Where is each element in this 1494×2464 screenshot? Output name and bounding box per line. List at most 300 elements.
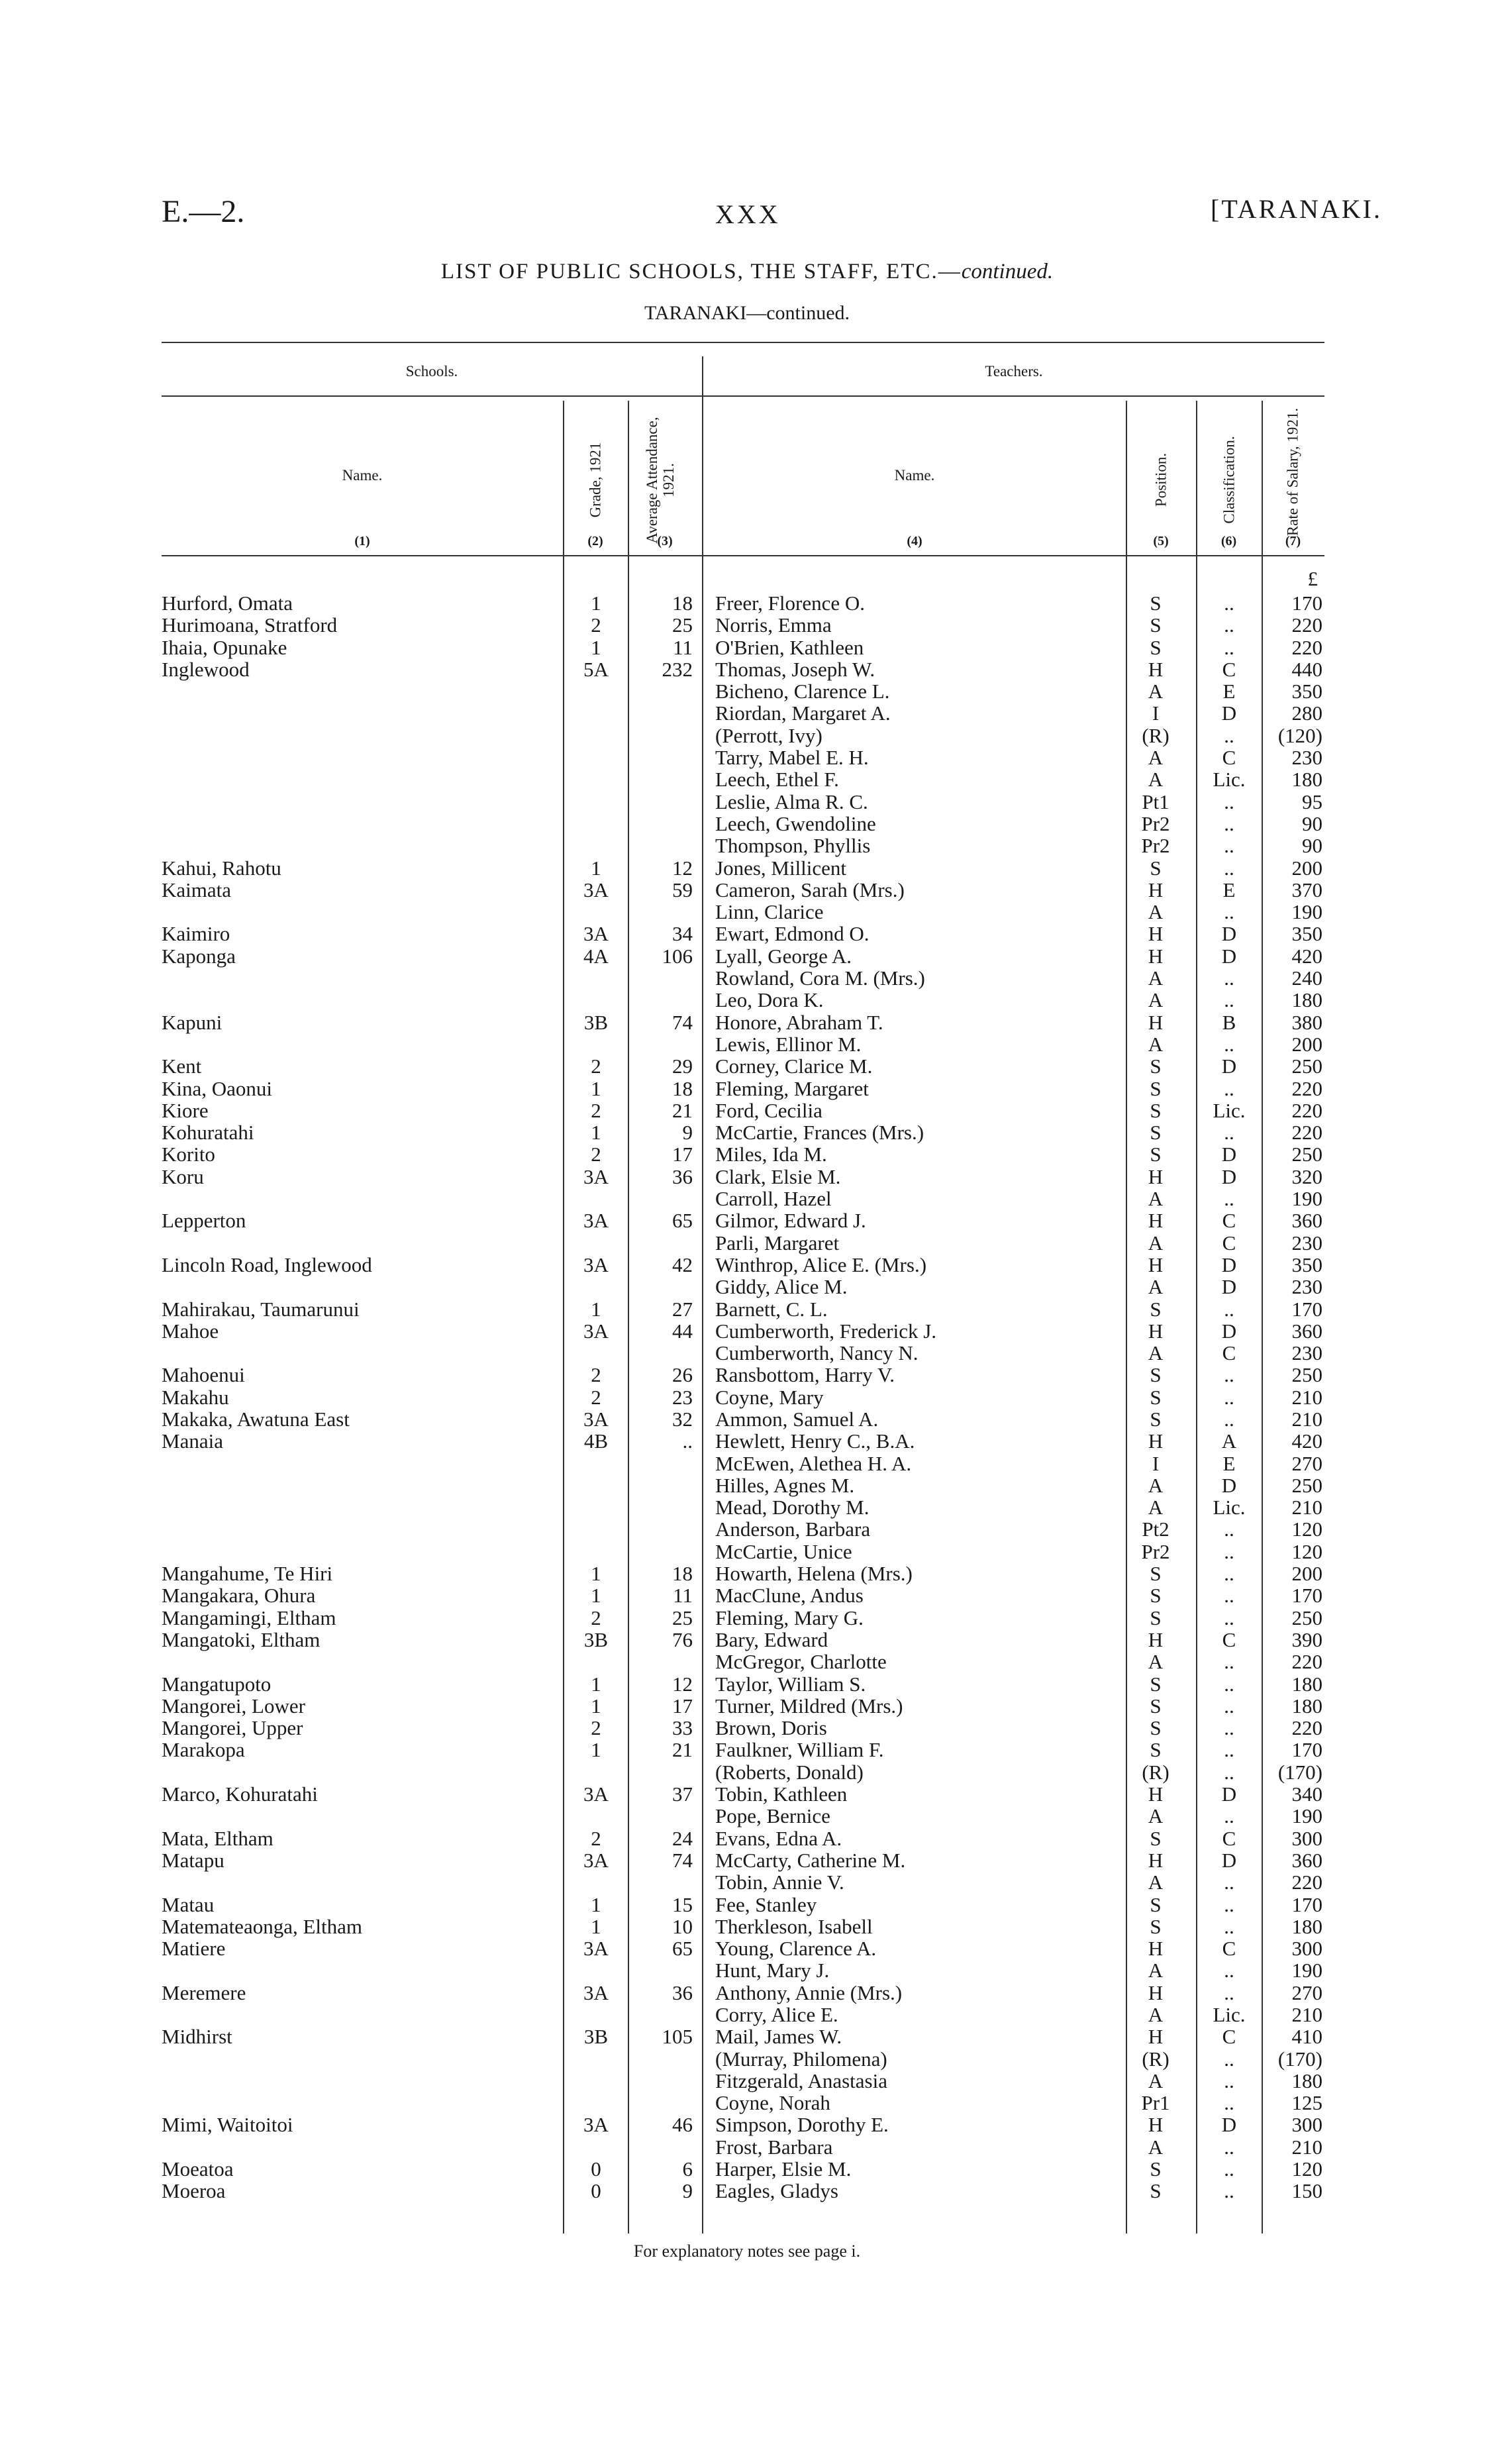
attendance-cell: 9 bbox=[682, 1121, 693, 1145]
attendance-cell: 105 bbox=[662, 2025, 693, 2049]
classification-cell: C bbox=[1222, 1826, 1236, 1850]
table-row bbox=[0, 1651, 1494, 1672]
school-name: Mangakara, Ohura bbox=[162, 1584, 316, 1608]
table-row bbox=[0, 637, 1494, 658]
teacher-name: Therkleson, Isabell bbox=[715, 1914, 873, 1938]
teacher-name: Hewlett, Henry C., B.A. bbox=[715, 1429, 915, 1453]
teacher-name: Brown, Doris bbox=[715, 1716, 827, 1740]
attendance-cell: 17 bbox=[672, 1694, 693, 1718]
table-row bbox=[0, 945, 1494, 967]
table-row bbox=[0, 1386, 1494, 1408]
position-cell: H bbox=[1148, 944, 1164, 968]
grade-cell: 3A bbox=[583, 878, 609, 901]
attendance-cell: 74 bbox=[672, 1010, 693, 1034]
school-name: Mahoe bbox=[162, 1319, 219, 1343]
column-number-6: (6) bbox=[1220, 534, 1237, 548]
salary-cell: 250 bbox=[1291, 1054, 1322, 1078]
table-row bbox=[0, 1166, 1494, 1188]
table-row bbox=[0, 1298, 1494, 1320]
position-cell: A bbox=[1148, 1187, 1164, 1211]
salary-cell: 420 bbox=[1291, 944, 1322, 968]
teacher-name: Tarry, Mabel E. H. bbox=[715, 746, 869, 770]
salary-cell: (120) bbox=[1277, 723, 1322, 747]
attendance-cell: 15 bbox=[672, 1892, 693, 1916]
teachers-group-header: Teachers. bbox=[985, 363, 1043, 380]
teacher-name: Norris, Emma bbox=[715, 613, 832, 637]
school-name: Mangatoki, Eltham bbox=[162, 1627, 321, 1651]
table-row bbox=[0, 967, 1494, 989]
school-name: Mangorei, Lower bbox=[162, 1694, 305, 1718]
grade-cell: 2 bbox=[591, 1054, 601, 1078]
school-name: Kaimiro bbox=[162, 922, 230, 946]
grade-cell: 3B bbox=[583, 1010, 609, 1034]
teacher-name: Honore, Abraham T. bbox=[715, 1010, 883, 1034]
teacher-name: Hilles, Agnes M. bbox=[715, 1473, 855, 1497]
table-top-rule bbox=[162, 342, 1324, 343]
table-row bbox=[0, 2136, 1494, 2158]
teacher-name: Howarth, Helena (Mrs.) bbox=[715, 1562, 913, 1586]
attendance-cell: 23 bbox=[672, 1385, 693, 1409]
teacher-name: Ewart, Edmond O. bbox=[715, 922, 870, 946]
classification-cell: D bbox=[1221, 1253, 1237, 1276]
teacher-name: (Murray, Philomena) bbox=[715, 2047, 887, 2071]
grade-cell: 1 bbox=[591, 1892, 601, 1916]
salary-cell: 190 bbox=[1291, 900, 1322, 924]
teacher-name: Gilmor, Edward J. bbox=[715, 1209, 866, 1233]
teacher-name: Corney, Clarice M. bbox=[715, 1054, 873, 1078]
attendance-cell: 74 bbox=[672, 1848, 693, 1872]
position-cell: H bbox=[1148, 1253, 1164, 1276]
position-cell: H bbox=[1148, 1937, 1164, 1961]
teacher-name: Anthony, Annie (Mrs.) bbox=[715, 1980, 903, 2004]
salary-cell: 250 bbox=[1291, 1606, 1322, 1629]
grade-cell: 1 bbox=[591, 1738, 601, 1762]
classification-cell: E bbox=[1222, 878, 1236, 901]
attendance-cell: .. bbox=[682, 1429, 693, 1453]
position-cell: S bbox=[1150, 1098, 1162, 1122]
salary-cell: 190 bbox=[1291, 1187, 1322, 1211]
teacher-name: Parli, Margaret bbox=[715, 1231, 840, 1255]
teacher-name: Mail, James W. bbox=[715, 2025, 842, 2049]
school-name: Meremere bbox=[162, 1980, 246, 2004]
grade-cell: 3A bbox=[583, 2113, 609, 2137]
salary-cell: 90 bbox=[1302, 834, 1322, 858]
column-number-3: (3) bbox=[657, 534, 673, 548]
grade-cell: 3A bbox=[583, 1782, 609, 1806]
attendance-cell: 44 bbox=[672, 1319, 693, 1343]
teacher-name: Ransbottom, Harry V. bbox=[715, 1363, 895, 1387]
table-row bbox=[0, 2158, 1494, 2180]
school-name: Hurford, Omata bbox=[162, 591, 293, 615]
grade-cell: 3A bbox=[583, 1319, 609, 1343]
school-name: Kapuni bbox=[162, 1010, 223, 1034]
table-row bbox=[0, 791, 1494, 813]
column-number-4: (4) bbox=[907, 534, 922, 548]
table-row bbox=[0, 2048, 1494, 2070]
school-name: Moeroa bbox=[162, 2179, 226, 2203]
position-cell: H bbox=[1148, 1164, 1164, 1188]
position-cell: S bbox=[1150, 1297, 1162, 1321]
classification-cell: .. bbox=[1224, 1297, 1234, 1321]
grade-cell: 0 bbox=[591, 2179, 601, 2203]
classification-cell: .. bbox=[1224, 790, 1234, 813]
position-cell: H bbox=[1148, 1848, 1164, 1872]
grade-cell: 3A bbox=[583, 1848, 609, 1872]
teacher-name: Winthrop, Alice E. (Mrs.) bbox=[715, 1253, 927, 1276]
classification-cell: .. bbox=[1224, 1584, 1234, 1608]
position-cell: S bbox=[1150, 1672, 1162, 1696]
classification-cell: .. bbox=[1224, 1032, 1234, 1056]
position-cell: S bbox=[1150, 1914, 1162, 1938]
classification-cell: .. bbox=[1224, 811, 1234, 835]
teacher-name: Tobin, Annie V. bbox=[715, 1871, 844, 1894]
classification-cell: .. bbox=[1224, 1121, 1234, 1145]
teacher-name: Evans, Edna A. bbox=[715, 1826, 842, 1850]
attendance-cell: 34 bbox=[672, 922, 693, 946]
school-name: Mangorei, Upper bbox=[162, 1716, 303, 1740]
grade-cell: 3B bbox=[583, 2025, 609, 2049]
grade-cell: 1 bbox=[591, 1694, 601, 1718]
classification-cell: .. bbox=[1224, 1606, 1234, 1629]
grade-cell: 3A bbox=[583, 1253, 609, 1276]
teacher-name: Bicheno, Clarence L. bbox=[715, 680, 890, 703]
school-name: Lincoln Road, Inglewood bbox=[162, 1253, 372, 1276]
position-cell: H bbox=[1148, 1429, 1164, 1453]
classification-cell: .. bbox=[1224, 1716, 1234, 1740]
attendance-cell: 65 bbox=[672, 1209, 693, 1233]
salary-cell: 360 bbox=[1291, 1209, 1322, 1233]
classification-cell: D bbox=[1221, 1782, 1237, 1806]
attendance-cell: 24 bbox=[672, 1826, 693, 1850]
teacher-name: Riordan, Margaret A. bbox=[715, 701, 891, 725]
teacher-name: Cumberworth, Frederick J. bbox=[715, 1319, 937, 1343]
classification-cell: .. bbox=[1224, 1804, 1234, 1828]
grade-cell: 1 bbox=[591, 591, 601, 615]
teacher-name: Fitzgerald, Anastasia bbox=[715, 2069, 887, 2092]
grade-cell: 1 bbox=[591, 856, 601, 880]
attendance-cell: 37 bbox=[672, 1782, 693, 1806]
classification-cell: .. bbox=[1224, 1650, 1234, 1674]
position-cell: H bbox=[1148, 1010, 1164, 1034]
salary-cell: 440 bbox=[1291, 657, 1322, 681]
classification-cell: .. bbox=[1224, 2069, 1234, 2092]
attendance-cell: 32 bbox=[672, 1407, 693, 1431]
salary-cell: 350 bbox=[1291, 922, 1322, 946]
salary-cell: 270 bbox=[1291, 1451, 1322, 1475]
position-cell: S bbox=[1150, 1121, 1162, 1145]
position-cell: S bbox=[1150, 1584, 1162, 1608]
position-cell: A bbox=[1148, 1473, 1164, 1497]
table-row bbox=[0, 1055, 1494, 1077]
position-cell: S bbox=[1150, 1385, 1162, 1409]
attendance-cell: 29 bbox=[672, 1054, 693, 1078]
school-name: Mimi, Waitoitoi bbox=[162, 2113, 293, 2137]
school-name-header: Name. bbox=[342, 467, 383, 484]
grade-cell: 0 bbox=[591, 2157, 601, 2181]
list-title bbox=[0, 260, 1494, 284]
position-cell: I bbox=[1152, 1451, 1160, 1475]
table-row bbox=[0, 1408, 1494, 1430]
table-row bbox=[0, 901, 1494, 923]
salary-cell: 180 bbox=[1291, 1694, 1322, 1718]
salary-cell: 410 bbox=[1291, 2025, 1322, 2049]
classification-cell: D bbox=[1221, 1275, 1237, 1299]
school-name: Lepperton bbox=[162, 1209, 246, 1233]
classification-cell: C bbox=[1222, 1937, 1236, 1961]
grade-cell: 3A bbox=[583, 922, 609, 946]
salary-cell: 190 bbox=[1291, 1959, 1322, 1982]
salary-cell: 360 bbox=[1291, 1319, 1322, 1343]
position-cell: S bbox=[1150, 856, 1162, 880]
grade-cell: 2 bbox=[591, 1143, 601, 1166]
salary-cell: 210 bbox=[1291, 1407, 1322, 1431]
table-row bbox=[0, 1783, 1494, 1805]
column-number-1: (1) bbox=[354, 534, 370, 548]
salary-cell: 420 bbox=[1291, 1429, 1322, 1453]
teacher-name: Freer, Florence O. bbox=[715, 591, 866, 615]
salary-cell: 210 bbox=[1291, 2135, 1322, 2159]
school-name: Koru bbox=[162, 1164, 204, 1188]
position-cell: A bbox=[1148, 1650, 1164, 1674]
grade-cell: 4B bbox=[583, 1429, 609, 1453]
grade-cell: 3B bbox=[583, 1627, 609, 1651]
school-name: Makahu bbox=[162, 1385, 229, 1409]
salary-cell: 240 bbox=[1291, 966, 1322, 990]
salary-cell: 270 bbox=[1291, 1980, 1322, 2004]
attendance-cell: 27 bbox=[672, 1297, 693, 1321]
teacher-name: Young, Clarence A. bbox=[715, 1937, 877, 1961]
grade-cell: 4A bbox=[583, 944, 609, 968]
classification-cell: D bbox=[1221, 922, 1237, 946]
attendance-cell: 12 bbox=[672, 1672, 693, 1696]
table-row bbox=[0, 1739, 1494, 1761]
classification-cell: .. bbox=[1224, 1738, 1234, 1762]
grade-cell: 3A bbox=[583, 1980, 609, 2004]
table-row bbox=[0, 1100, 1494, 1121]
classification-cell: .. bbox=[1224, 1539, 1234, 1563]
salary-cell: 200 bbox=[1291, 1032, 1322, 1056]
classification-cell: Lic. bbox=[1213, 2003, 1246, 2026]
position-cell: A bbox=[1148, 2069, 1164, 2092]
position-cell: H bbox=[1148, 922, 1164, 946]
teacher-name: Cameron, Sarah (Mrs.) bbox=[715, 878, 905, 901]
table-row bbox=[0, 1320, 1494, 1342]
teacher-name: Leech, Ethel F. bbox=[715, 768, 839, 792]
schools-group-header: Schools. bbox=[405, 363, 458, 380]
attendance-cell: 232 bbox=[662, 657, 693, 681]
position-cell: A bbox=[1148, 768, 1164, 792]
classification-cell: .. bbox=[1224, 723, 1234, 747]
salary-cell: 170 bbox=[1291, 1738, 1322, 1762]
salary-cell: 220 bbox=[1291, 1650, 1322, 1674]
classification-cell: .. bbox=[1224, 613, 1234, 637]
attendance-cell: 12 bbox=[672, 856, 693, 880]
table-row bbox=[0, 1364, 1494, 1386]
table-row bbox=[0, 989, 1494, 1011]
attendance-cell: 10 bbox=[672, 1914, 693, 1938]
salary-cell: (170) bbox=[1277, 2047, 1322, 2071]
school-name: Kaimata bbox=[162, 878, 232, 901]
teacher-name: Thomas, Joseph W. bbox=[715, 657, 875, 681]
table-row bbox=[0, 614, 1494, 636]
position-cell: Pr1 bbox=[1141, 2091, 1170, 2115]
teacher-name: Taylor, William S. bbox=[715, 1672, 866, 1696]
table-row bbox=[0, 1541, 1494, 1563]
table-row bbox=[0, 1937, 1494, 1959]
table-row bbox=[0, 1254, 1494, 1276]
classification-cell: .. bbox=[1224, 1871, 1234, 1894]
school-name: Kent bbox=[162, 1054, 202, 1078]
teacher-name: Faulkner, William F. bbox=[715, 1738, 884, 1762]
classification-cell: .. bbox=[1224, 856, 1234, 880]
table-row bbox=[0, 1871, 1494, 1893]
position-cell: A bbox=[1148, 1959, 1164, 1982]
classification-cell: .. bbox=[1224, 1892, 1234, 1916]
salary-cell: 300 bbox=[1291, 2113, 1322, 2137]
table-row bbox=[0, 1430, 1494, 1452]
attendance-cell: 11 bbox=[673, 635, 693, 659]
teacher-name: Bary, Edward bbox=[715, 1627, 828, 1651]
teacher-name: Ammon, Samuel A. bbox=[715, 1407, 879, 1431]
teacher-name: Coyne, Norah bbox=[715, 2091, 830, 2115]
classification-cell: C bbox=[1222, 1341, 1236, 1365]
classification-cell: D bbox=[1221, 944, 1237, 968]
grade-cell: 2 bbox=[591, 1606, 601, 1629]
group-header-rule bbox=[162, 395, 1324, 397]
school-name: Korito bbox=[162, 1143, 215, 1166]
teacher-name: Miles, Ida M. bbox=[715, 1143, 827, 1166]
attendance-cell: 21 bbox=[672, 1098, 693, 1122]
position-cell: A bbox=[1148, 966, 1164, 990]
grade-cell: 1 bbox=[591, 1672, 601, 1696]
table-row bbox=[0, 1827, 1494, 1849]
teacher-name: MacClune, Andus bbox=[715, 1584, 864, 1608]
salary-cell: 300 bbox=[1291, 1826, 1322, 1850]
teacher-name: Anderson, Barbara bbox=[715, 1517, 871, 1541]
salary-cell: 320 bbox=[1291, 1164, 1322, 1188]
table-row bbox=[0, 1143, 1494, 1165]
salary-cell: 380 bbox=[1291, 1010, 1322, 1034]
salary-cell: 200 bbox=[1291, 856, 1322, 880]
position-cell: H bbox=[1148, 1782, 1164, 1806]
grade-cell: 3A bbox=[583, 1164, 609, 1188]
salary-cell: (170) bbox=[1277, 1760, 1322, 1784]
classification-header: Classification. bbox=[1220, 436, 1238, 524]
table-row bbox=[0, 1188, 1494, 1209]
salary-cell: 250 bbox=[1291, 1143, 1322, 1166]
school-name: Matau bbox=[162, 1892, 215, 1916]
table-row bbox=[0, 1584, 1494, 1606]
table-row bbox=[0, 1078, 1494, 1100]
table-row bbox=[0, 835, 1494, 856]
school-name: Marco, Kohuratahi bbox=[162, 1782, 318, 1806]
attendance-cell: 65 bbox=[672, 1937, 693, 1961]
teacher-name: Jones, Millicent bbox=[715, 856, 847, 880]
position-cell: H bbox=[1148, 878, 1164, 901]
school-name: Kiore bbox=[162, 1098, 209, 1122]
teacher-name: Coyne, Mary bbox=[715, 1385, 824, 1409]
position-cell: (R) bbox=[1142, 723, 1170, 747]
classification-cell: D bbox=[1221, 701, 1237, 725]
attendance-cell: 25 bbox=[672, 613, 693, 637]
column-number-2: (2) bbox=[587, 534, 603, 548]
teacher-name: Giddy, Alice M. bbox=[715, 1275, 848, 1299]
attendance-cell: 6 bbox=[682, 2157, 693, 2181]
school-name: Ihaia, Opunake bbox=[162, 635, 287, 659]
salary-cell: 230 bbox=[1291, 1341, 1322, 1365]
position-cell: A bbox=[1148, 900, 1164, 924]
classification-cell: .. bbox=[1224, 1914, 1234, 1938]
attendance-cell: 33 bbox=[672, 1716, 693, 1740]
classification-cell: C bbox=[1222, 1209, 1236, 1233]
attendance-cell: 36 bbox=[672, 1164, 693, 1188]
region-header: [TARANAKI. bbox=[1211, 194, 1382, 224]
position-cell: Pr2 bbox=[1141, 834, 1170, 858]
classification-cell: D bbox=[1221, 1054, 1237, 1078]
attendance-cell: 18 bbox=[672, 591, 693, 615]
teacher-name: Ford, Cecilia bbox=[715, 1098, 822, 1122]
classification-cell: D bbox=[1221, 2113, 1237, 2137]
teacher-name: Fleming, Mary G. bbox=[715, 1606, 864, 1629]
attendance-cell: 106 bbox=[662, 944, 693, 968]
teacher-name: Mead, Dorothy M. bbox=[715, 1496, 870, 1519]
position-cell: S bbox=[1150, 2179, 1162, 2203]
classification-cell: .. bbox=[1224, 1517, 1234, 1541]
table-row bbox=[0, 1453, 1494, 1474]
salary-cell: 280 bbox=[1291, 701, 1322, 725]
salary-cell: 220 bbox=[1291, 635, 1322, 659]
position-cell: S bbox=[1150, 1606, 1162, 1629]
school-name: Midhirst bbox=[162, 2025, 232, 2049]
attendance-cell: 42 bbox=[672, 1253, 693, 1276]
table-row bbox=[0, 1563, 1494, 1584]
teacher-name: McCartie, Frances (Mrs.) bbox=[715, 1121, 924, 1145]
position-cell: S bbox=[1150, 1363, 1162, 1387]
salary-cell: 120 bbox=[1291, 1539, 1322, 1563]
classification-cell: D bbox=[1221, 1319, 1237, 1343]
classification-cell: .. bbox=[1224, 1562, 1234, 1586]
table-row bbox=[0, 2004, 1494, 2026]
salary-cell: 230 bbox=[1291, 1231, 1322, 1255]
table-row bbox=[0, 1033, 1494, 1055]
attendance-cell: 18 bbox=[672, 1076, 693, 1100]
table-row bbox=[0, 813, 1494, 835]
classification-cell: .. bbox=[1224, 635, 1234, 659]
teacher-name: Barnett, C. L. bbox=[715, 1297, 828, 1321]
position-cell: I bbox=[1152, 701, 1160, 725]
classification-cell: .. bbox=[1224, 1672, 1234, 1696]
column-number-5: (5) bbox=[1153, 534, 1169, 548]
classification-cell: .. bbox=[1224, 591, 1234, 615]
grade-cell: 1 bbox=[591, 1121, 601, 1145]
teacher-name: Harper, Elsie M. bbox=[715, 2157, 852, 2181]
table-row bbox=[0, 1121, 1494, 1143]
table-row bbox=[0, 1629, 1494, 1651]
position-cell: A bbox=[1148, 2135, 1164, 2159]
classification-cell: D bbox=[1221, 1143, 1237, 1166]
table-row bbox=[0, 658, 1494, 680]
classification-cell: .. bbox=[1224, 1363, 1234, 1387]
table-row bbox=[0, 1959, 1494, 1981]
table-row bbox=[0, 2070, 1494, 2092]
classification-cell: E bbox=[1222, 680, 1236, 703]
salary-cell: 220 bbox=[1291, 1871, 1322, 1894]
grade-cell: 1 bbox=[591, 1584, 601, 1608]
grade-cell: 2 bbox=[591, 1385, 601, 1409]
position-cell: S bbox=[1150, 613, 1162, 637]
salary-cell: 170 bbox=[1291, 1297, 1322, 1321]
school-name: Matiere bbox=[162, 1937, 226, 1961]
